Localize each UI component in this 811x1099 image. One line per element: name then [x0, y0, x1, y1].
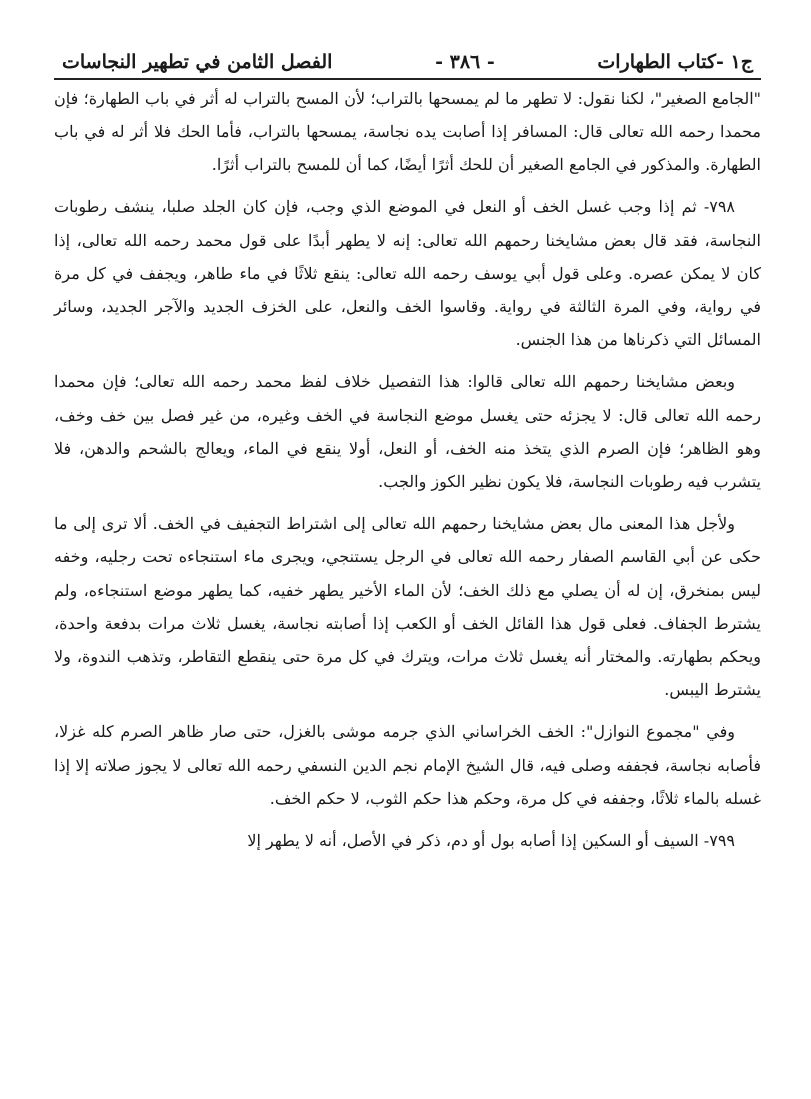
- paragraph-5: وفي "مجموع النوازل": الخف الخراساني الذي جرمه موشى بالغزل، حتى صار ظاهر الصرم كله غزلا، فأصابه نجاسة، فجففه وصلى فيه، قال الشيخ الإمام نجم الدين النسفي رحمه الله تعالى لا يجوز صلاته إلا إذا غسله بالماء ثلاثًا، وجففه في كل مرة، وحكم هذا حكم الثوب، لا حكم الخف.: [54, 722, 761, 808]
- running-header: [54, 50, 761, 78]
- paragraph-3: وبعض مشايخنا رحمهم الله تعالى قالوا: هذا التفصيل خلاف لفظ محمد رحمه الله تعالى؛ فإن محمدا رحمه الله تعالى قال: لا يجزئه حتى يغسل موضع النجاسة في الخف وغيره، من غير فصل بين خف وخف، وهو الظاهر؛ فإن الصرم الذي يتخذ منه الخف، أو النعل، أولا ينقع في الماء، ويعالج بالشحم والدهن، فلا يتشرب فيه رطوبات النجاسة، فلا يكون نظير الكوز والجب.: [54, 372, 761, 491]
- header-rule: [54, 78, 761, 80]
- paragraph-1: "الجامع الصغير"، لكنا نقول: لا تطهر ما لم يمسحها بالتراب؛ لأن المسح بالتراب له أثر في باب الطهارة؛ فإن محمدا رحمه الله تعالى قال: المسافر إذا أصابت يده نجاسة، يمسحها بالتراب، فأما الحك فلا أثر له في باب الطهارة. والمذكور في الجامع الصغير أن للحك أثرًا أيضًا، كما أن للمسح بالتراب أثرًا.: [54, 88, 762, 175]
- header-volume-chapter: ج١ -كتاب الطهارات: [597, 51, 753, 73]
- paragraph-798: ٧٩٨- ثم إذا وجب غسل الخف أو النعل في الموضع الذي وجب، فإن كان الجلد صلبا، ينشف رطوبات النجاسة، فقد قال بعض مشايخنا رحمهم الله تعالى: إنه لا يطهر أبدًا على قول محمد رحمه الله تعالى، إذا كان لا يمكن عصره. وعلى قول أبي يوسف رحمه الله تعالى: ينقع ثلاثًا في ماء طاهر، ويجفف في كل مرة في رواية، وفي المرة الثالثة في رواية. وقاسوا الخف والنعل، على الخزف الجديد والآجر الجديد، وسائر المسائل التي ذكرناها من هذا الجنس.: [54, 197, 761, 350]
- paragraph-799: ٧٩٩- السيف أو السكين إذا أصابه بول أو دم، ذكر في الأصل، أنه لا يطهر إلا: [247, 830, 735, 850]
- page-body: [54, 82, 761, 857]
- header-section-title: الفصل الثامن في تطهير النجاسات: [62, 51, 333, 73]
- page-number: - ٣٨٦ -: [435, 51, 495, 73]
- paragraph-4: ولأجل هذا المعنى مال بعض مشايخنا رحمهم الله تعالى إلى اشتراط التجفيف في الخف. ألا ترى إلى ما حكى عن أبي القاسم الصفار رحمه الله تعالى في الرجل يستنجي، ويجرى ماء استنجاءه تحت رجليه، وخفه ليس بمنخرق، إن له أن يصلي مع ذلك الخف؛ لأن الماء الأخير يطهر خفيه، كما يطهر موضع استنجاءه، ولم يشترط الجفاف. فعلى قول هذا القائل الخف أو الكعب إذا أصابته نجاسة، يغسل ثلاث مرات بدفعة واحدة، ويحكم بطهارته. والمختار أنه يغسل ثلاث مرات، ويترك في كل مرة حتى ينقطع التقاطر، وتذهب الندوة، ولا يشترط اليبس.: [54, 514, 762, 700]
